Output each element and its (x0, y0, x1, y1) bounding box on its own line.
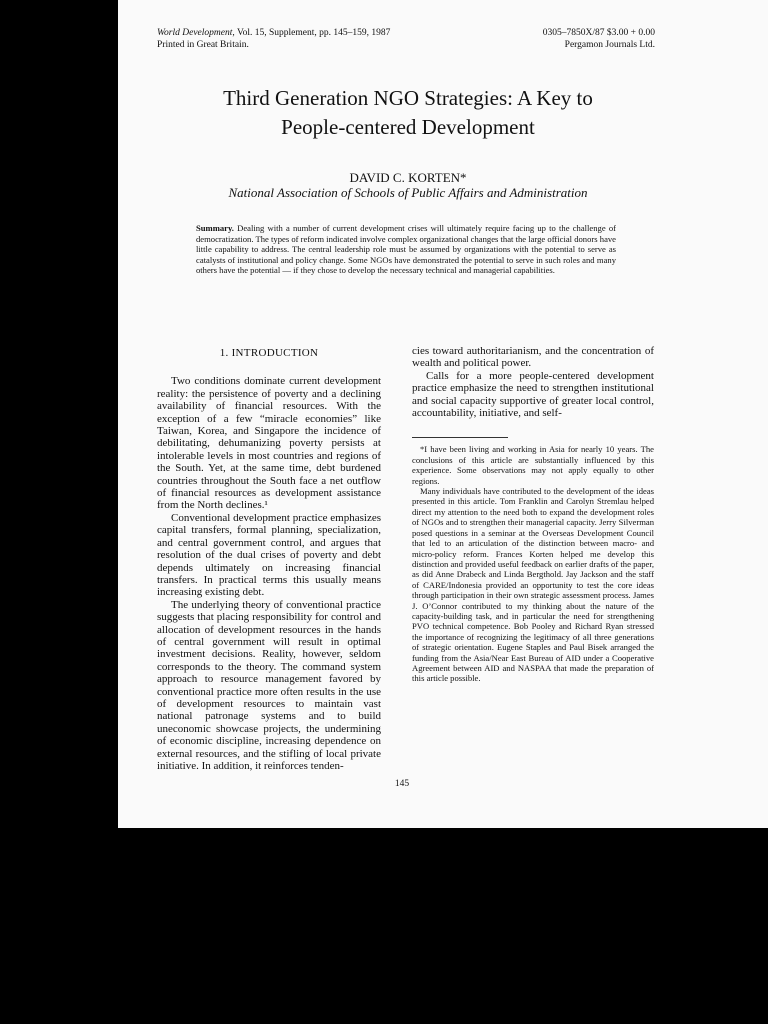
footnote: *I have been living and working in Asia for nearly 10 years. The conclusions of this article are substantially influenced by this experience. Some observations may not apply equally to other regions. (412, 444, 654, 486)
author-name: DAVID C. KORTEN* (349, 170, 467, 185)
page-number: 145 (394, 779, 410, 789)
left-column (157, 345, 381, 772)
footnote: Many individuals have contributed to the development of the ideas presented in this article. Tom Franklin and Carolyn Stremlau helped direct my attention to the need both to expand the development roles of NGOs and to strengthen their managerial capacity. Jerry Silverman posed questions in a seminar at the Overseas Development Council that led to an articulation of the distinction between macro- and micro-policy reform. Frances Korten helped me develop this distinction and provided useful feedback on earlier drafts of the paper, as did Anne Drabeck and Linda Bergthold. Jay Jackson and the staff of CARE/Indonesia provided an opportunity to test the core ideas through participation in their own strategic assessment process. James J. O’Connor contributed to my thinking about the nature of the capacity-building task, and in particular the need for strengthening PVO technical competence. Bob Pooley and Richard Ryan stressed the importance of recognizing the legitimacy of all three generations of strategic orientation. Eugene Staples and Paul Bisek arranged the funding from the Asia/Near East Bureau of AID under a Cooperative Agreement between AID and NASPAA that made the preparation of this article possible. (412, 486, 654, 684)
footnotes (412, 444, 654, 683)
article-title (158, 84, 658, 142)
issn-price: 0305–7850X/87 $3.00 + 0.00 (542, 28, 655, 38)
section-heading: 1. INTRODUCTION (219, 347, 319, 359)
body-paragraph: cies toward authoritarianism, and the concentration of wealth and political power. (412, 345, 654, 370)
journal-page (118, 0, 768, 828)
title-line-2: People-centered Development (281, 115, 535, 139)
body-paragraph: Conventional development practice emphasizes capital transfers, formal planning, specialization, and central government control, and argues that resolution of the dual crises of poverty and debt depends ultimately on increasing financial transfers. In practical terms this usually means increasing existing debt. (157, 511, 381, 599)
body-paragraph: The underlying theory of conventional practice suggests that placing responsibility for control and allocation of development resources in the hands of central government will result in optimal investment decisions. Reality, however, seldom corresponds to the theory. The command system approach to resource management favored by conventional practice more often results in the use of development resources to maintain vast national patronage systems and to build uneconomic showcase projects, the undermining of economic discipline, increasing dependence on external resources, and the stifling of local private initiative. In addition, it reinforces tenden- (157, 598, 381, 772)
footnote-divider (412, 437, 508, 438)
journal-header-right (543, 27, 655, 51)
printed-location: Printed in Great Britain. (157, 40, 249, 50)
publisher: Pergamon Journals Ltd. (564, 40, 655, 50)
right-column (412, 345, 654, 684)
abstract-label: Summary. (196, 223, 234, 233)
journal-citation: , Vol. 15, Supplement, pp. 145–159, 1987 (232, 28, 391, 38)
title-line-1: Third Generation NGO Strategies: A Key to (223, 86, 593, 110)
abstract (196, 223, 616, 276)
body-paragraph: Calls for a more people-centered development practice emphasize the need to strengthen institutional and social capacity supportive of greater local control, accountability, initiative, and self- (412, 369, 654, 420)
abstract-text: Dealing with a number of current development crises will ultimately require facing up to the challenge of democratization. The types of reform indicated involve complex organizational changes that the large official donors have little capability to address. The central leadership role must be assumed by organizations with the potential to serve as catalysts of institutional and policy change. Some NGOs have demonstrated the potential to serve in such roles and many others have the potential — if they chose to develop the necessary technical and managerial capabilities. (196, 223, 616, 276)
journal-name: World Development (157, 28, 233, 38)
journal-header-left (157, 27, 390, 51)
body-paragraph: Two conditions dominate current development reality: the persistence of poverty and a declining availability of financial resources. With the exception of a few “miracle economies” like Taiwan, Korea, and Singapore the incidence of debilitating, dehumanizing poverty persists at intolerable levels in most countries and regions of the South. Yet, at the same time, debt burdened countries throughout the South face a net outflow of financial resources as development assistance from the North declines.¹ (157, 375, 381, 512)
author-affiliation: National Association of Schools of Public Affairs and Administration (228, 185, 588, 200)
